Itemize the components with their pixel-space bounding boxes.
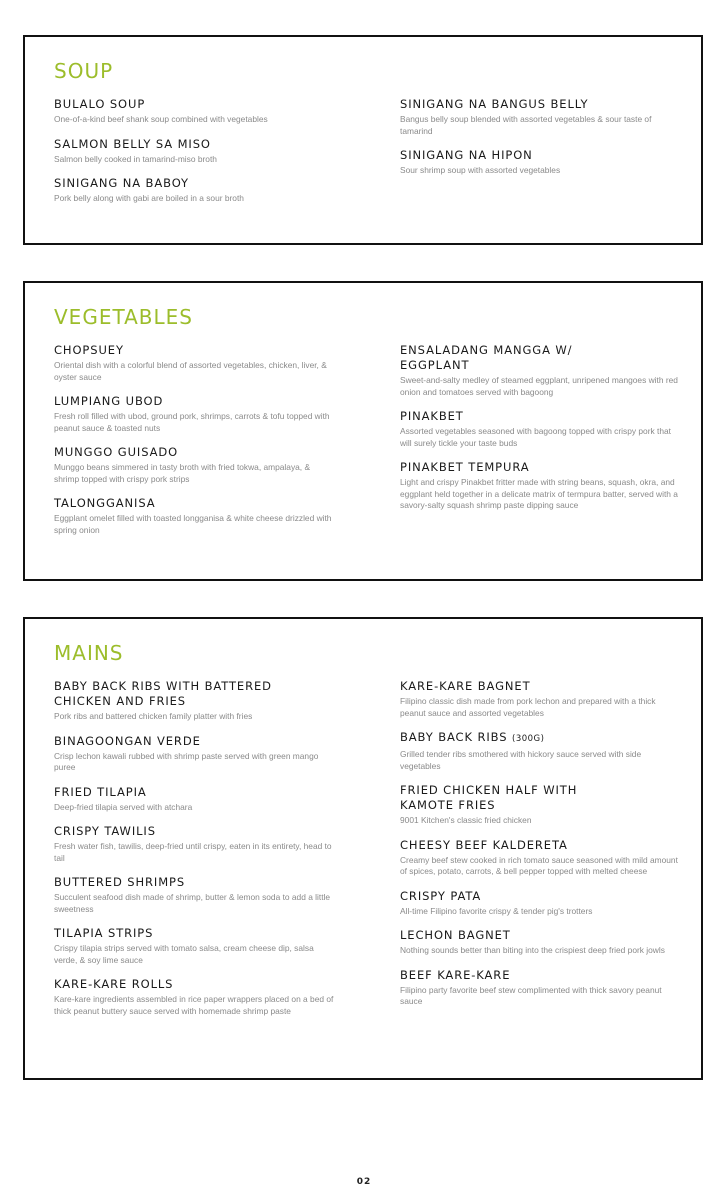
menu-item [54, 824, 334, 864]
menu-item-name: BABY BACK RIBS [400, 730, 508, 744]
menu-item [54, 394, 334, 434]
menu-item-name: KARE-KARE BAGNET [400, 679, 531, 693]
menu-item-name: BABY BACK RIBS WITH BATTERED CHICKEN AND FRIES [54, 679, 272, 708]
menu-item [400, 460, 680, 512]
menu-item-name: PINAKBET TEMPURA [400, 460, 530, 474]
menu-item [400, 409, 680, 449]
menu-item-name: BINAGOONGAN VERDE [54, 733, 201, 748]
menu-item-description: Bangus belly soup blended with assorted vegetables & sour taste of tamarind [400, 114, 652, 136]
menu-item-name: CRISPY PATA [400, 888, 482, 903]
menu-item [400, 679, 680, 719]
menu-item-description: Pork ribs and battered chicken family platter with fries [54, 711, 253, 721]
menu-column-left [54, 343, 334, 547]
menu-item-description: One-of-a-kind beef shank soup combined with vegetables [54, 114, 268, 124]
menu-item [54, 875, 334, 915]
section-title: SOUP [54, 59, 114, 83]
menu-item-description: Salmon belly cooked in tamarind-miso broth [54, 153, 217, 164]
menu-item-description: Light and crispy Pinakbet fritter made with string beans, squash, okra, and eggplant held together in a delicate matrix of termpura batter, served with a savory-salty squash shrimp paste dipping sauce [400, 477, 678, 510]
menu-item-name: PINAKBET [400, 409, 464, 423]
menu-item-weight: (300G) [512, 734, 545, 744]
menu-item-name: ENSALADANG MANGGA W/ EGGPLANT [400, 343, 573, 372]
menu-item-description: Fresh water fish, tawilis, deep-fried until crispy, eaten in its entirety, head to tail [54, 841, 332, 863]
menu-item-name: SALMON BELLY SA MISO [54, 136, 211, 151]
section-soup [23, 35, 703, 245]
menu-item [400, 343, 680, 398]
menu-item-description: Fresh roll filled with ubod, ground pork, shrimps, carrots & tofu topped with peanut sauce & toasted nuts [54, 411, 330, 433]
menu-item-description: Filipino party favorite beef stew complimented with thick savory peanut sauce [400, 984, 662, 1006]
menu-item [54, 734, 334, 774]
menu-item-name: SINIGANG NA BABOY [54, 176, 189, 190]
menu-column-right [400, 343, 680, 523]
menu-item-name: FRIED CHICKEN HALF WITH KAMOTE FRIES [400, 783, 578, 812]
menu-item-description: Deep-fried tilapia served with atchara [54, 801, 193, 812]
section-mains [23, 617, 703, 1080]
menu-item [54, 445, 334, 485]
menu-item-description: 9001 Kitchen's classic fried chicken [400, 815, 532, 825]
menu-item-description: Succulent seafood dish made of shrimp, butter & lemon soda to add a little sweetness [54, 892, 331, 914]
menu-item-description: Filipino classic dish made from pork lechon and prepared with a thick peanut sauce and assorted vegetables [400, 696, 656, 718]
menu-item-description: Assorted vegetables seasoned with bagoong topped with crispy pork that will surely tickle your taste buds [400, 426, 671, 448]
menu-column-left [54, 679, 334, 1028]
menu-item [400, 730, 680, 772]
menu-item [54, 679, 334, 723]
menu-item-description: Crisp lechon kawali rubbed with shrimp paste served with green mango puree [54, 750, 319, 772]
menu-item-description: Grilled tender ribs smothered with hickory sauce served with side vegetables [400, 749, 642, 771]
menu-item [400, 968, 680, 1008]
menu-item [54, 496, 334, 536]
menu-item-description: Sweet-and-salty medley of steamed eggplant, unripened mangoes with red onion and tomatoes served with bagoong [400, 375, 678, 397]
menu-item [54, 176, 334, 205]
menu-item-name: SINIGANG NA HIPON [400, 148, 533, 162]
section-title: MAINS [54, 641, 124, 665]
menu-item-description: Kare-kare ingredients assembled in rice paper wrappers placed on a bed of thick peanut buttery sauce served with homemade shrimp paste [54, 994, 334, 1016]
menu-column-left [54, 97, 334, 216]
menu-item-name: CHOPSUEY [54, 343, 124, 357]
menu-item-description: Eggplant omelet filled with toasted longganisa & white cheese drizzled with spring onion [54, 513, 332, 535]
menu-item-name: LUMPIANG UBOD [54, 394, 164, 408]
menu-item [400, 838, 680, 878]
menu-item-name: BULALO SOUP [54, 97, 146, 111]
section-vegetables [23, 281, 703, 581]
menu-item-name-row [400, 730, 680, 747]
menu-item [54, 785, 334, 814]
section-title: VEGETABLES [54, 305, 193, 329]
menu-item-name: CRISPY TAWILIS [54, 824, 156, 838]
menu-item-name: MUNGGO GUISADO [54, 445, 179, 459]
menu-item-description: Pork belly along with gabi are boiled in a sour broth [54, 193, 244, 203]
menu-item-name: SINIGANG NA BANGUS BELLY [400, 97, 589, 111]
menu-item-name: KARE-KARE ROLLS [54, 977, 174, 991]
menu-item [54, 137, 334, 166]
menu-item [400, 928, 680, 957]
menu-item-name: TILAPIA STRIPS [54, 926, 154, 940]
menu-item [54, 97, 334, 126]
menu-column-right [400, 679, 680, 1019]
menu-item [400, 148, 680, 177]
menu-item-name: LECHON BAGNET [400, 928, 511, 942]
menu-item-name: CHEESY BEEF KALDERETA [400, 837, 568, 852]
menu-item [54, 977, 334, 1017]
menu-item-description: Munggo beans simmered in tasty broth with fried tokwa, ampalaya, & shrimp topped with crispy pork strips [54, 462, 311, 484]
menu-item-description: Sour shrimp soup with assorted vegetables [400, 165, 561, 175]
menu-item-description: Nothing sounds better than biting into the crispiest deep fried pork jowls [400, 945, 665, 955]
menu-item [400, 97, 680, 137]
menu-item-description: Crispy tilapia strips served with tomato salsa, cream cheese dip, salsa verde, & soy lime sauce [54, 943, 314, 965]
menu-item-description: Creamy beef stew cooked in rich tomato sauce seasoned with mild amount of spices, potato, carrots, & bell pepper topped with melted cheese [400, 854, 678, 876]
menu-item-name: TALONGGANISA [54, 496, 156, 510]
menu-item-name: BEEF KARE-KARE [400, 967, 511, 982]
menu-item-description: All-time Filipino favorite crispy & tender pig's trotters [400, 905, 593, 916]
menu-item [400, 783, 680, 827]
menu-item-name: FRIED TILAPIA [54, 784, 147, 799]
menu-item [54, 926, 334, 966]
menu-item-description: Oriental dish with a colorful blend of assorted vegetables, chicken, liver, & oyster sauce [54, 360, 327, 382]
menu-item [54, 343, 334, 383]
menu-item-name: BUTTERED SHRIMPS [54, 875, 186, 889]
page-number: 02 [356, 1177, 372, 1187]
menu-item [400, 889, 680, 918]
menu-column-right [400, 97, 680, 188]
